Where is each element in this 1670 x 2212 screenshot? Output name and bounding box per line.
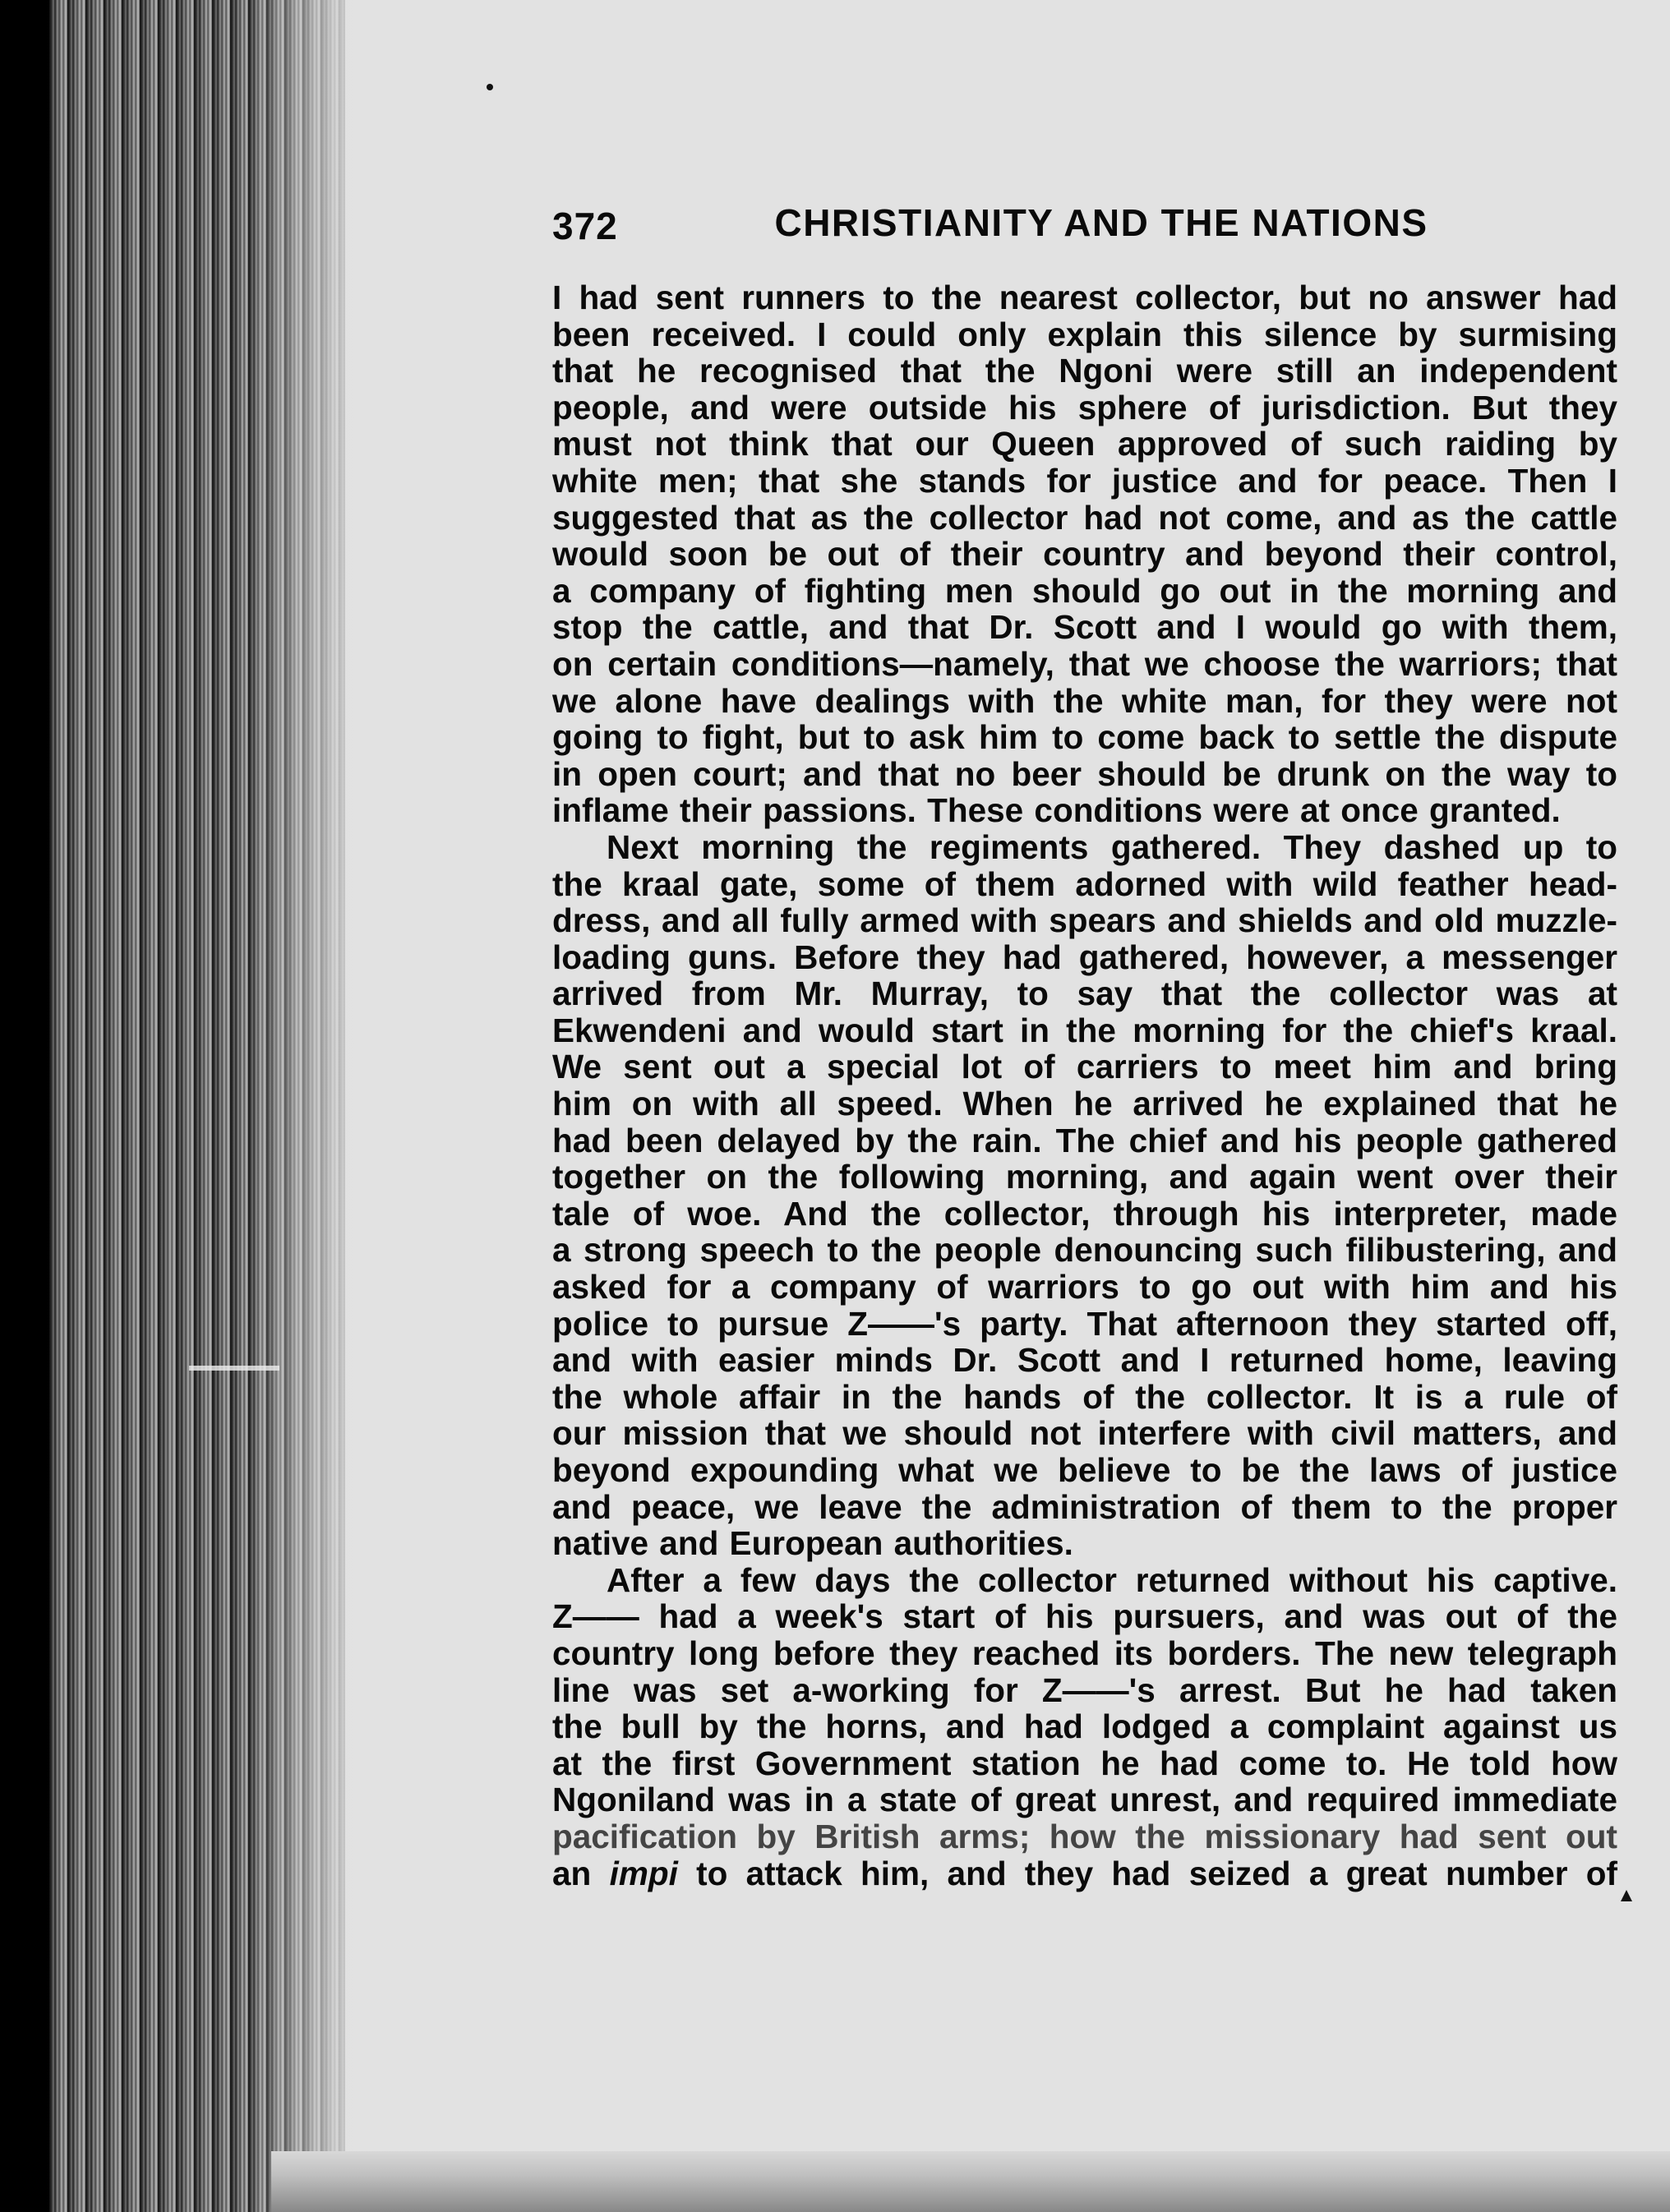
- text-line: in open court; and that no beer should be drunk on the way to: [552, 754, 1617, 793]
- text-line: loading guns. Before they had gathered, however, a messenger: [552, 938, 1617, 976]
- page-number: 372: [552, 205, 618, 247]
- text-line: Z—— had a week's start of his pursuers, and was out of the: [552, 1597, 1617, 1636]
- text-line: tale of woe. And the collector, through his interpreter, made: [552, 1194, 1617, 1233]
- text-line: beyond expounding what we believe to be the laws of justice: [552, 1451, 1617, 1489]
- text-line: police to pursue Z——'s party. That afternoon they started off,: [552, 1304, 1617, 1343]
- scan-streak: [189, 1366, 279, 1371]
- text-line: inflame their passions. These conditions were at once granted.: [552, 791, 1561, 830]
- text-line: Next morning the regiments gathered. They dashed up to: [607, 827, 1617, 866]
- text-line: We sent out a special lot of carriers to meet him and bring: [552, 1048, 1617, 1086]
- text-line: asked for a company of warriors to go out with him and his: [552, 1268, 1617, 1306]
- text-line: that he recognised that the Ngoni were still an independent: [552, 352, 1617, 390]
- final-line-start: an: [552, 1854, 610, 1892]
- text-line: a strong speech to the people denouncing such filibustering, and: [552, 1231, 1617, 1270]
- text-line-final: [552, 1855, 1617, 1892]
- gutter-shadow: [247, 0, 378, 2212]
- text-line: we alone have dealings with the white man, for they were not: [552, 681, 1617, 720]
- text-line: at the first Government station he had come to. He told how: [552, 1744, 1617, 1782]
- running-head: CHRISTIANITY AND THE NATIONS: [774, 201, 1428, 244]
- text-line: would soon be out of their country and beyond their control,: [552, 535, 1617, 574]
- page-header: [552, 197, 1617, 255]
- text-line: Ekwendeni and would start in the morning for the chief's kraal.: [552, 1011, 1617, 1049]
- text-line: a company of fighting men should go out in the morning and: [552, 571, 1617, 610]
- text-line: native and European authorities.: [552, 1524, 1073, 1563]
- page-bottom-edge: [271, 2151, 1670, 2212]
- text-line: and peace, we leave the administration of them to the proper: [552, 1487, 1617, 1526]
- text-line: the kraal gate, some of them adorned with wild feather head-: [552, 864, 1617, 903]
- italic-word: impi: [609, 1854, 678, 1892]
- corner-arrow-icon: [1621, 1890, 1632, 1901]
- text-line: must not think that our Queen approved of such raiding by: [552, 425, 1617, 463]
- text-line: the bull by the horns, and had lodged a complaint against us: [552, 1707, 1617, 1746]
- text-line: dress, and all fully armed with spears and shields and old muzzle-: [552, 901, 1617, 940]
- text-line: arrived from Mr. Murray, to say that the collector was at: [552, 975, 1617, 1013]
- text-line: on certain conditions—namely, that we choose the warriors; that: [552, 644, 1617, 683]
- text-line: After a few days the collector returned without his captive.: [607, 1560, 1617, 1599]
- text-line: had been delayed by the rain. The chief and his people gathered: [552, 1121, 1617, 1159]
- text-line: line was set a-working for Z——'s arrest. But he had taken: [552, 1671, 1617, 1709]
- text-line: suggested that as the collector had not come, and as the cattle: [552, 498, 1617, 537]
- text-line: stop the cattle, and that Dr. Scott and I would go with them,: [552, 608, 1617, 647]
- scan-speck: [487, 84, 493, 90]
- text-line: people, and were outside his sphere of jurisdiction. But they: [552, 388, 1617, 426]
- text-line: going to fight, but to ask him to come back to settle the dispute: [552, 718, 1617, 757]
- text-line: the whole affair in the hands of the collector. It is a rule of: [552, 1377, 1617, 1416]
- body-text: [552, 279, 1617, 1892]
- text-line: I had sent runners to the nearest collector, but no answer had: [552, 279, 1617, 316]
- text-line: Ngoniland was in a state of great unrest, and required immediate: [552, 1781, 1617, 1819]
- text-line: country long before they reached its borders. The new telegraph: [552, 1634, 1617, 1672]
- text-line: our mission that we should not interfere with civil matters, and: [552, 1414, 1617, 1453]
- final-line-end: to attack him, and they had seized a great number of: [677, 1854, 1618, 1892]
- text-line: white men; that she stands for justice and for peace. Then I: [552, 461, 1617, 500]
- text-line: together on the following morning, and again went over their: [552, 1158, 1617, 1196]
- text-line: and with easier minds Dr. Scott and I returned home, leaving: [552, 1341, 1617, 1380]
- text-line: been received. I could only explain this silence by surmising: [552, 315, 1617, 353]
- text-line: pacification by British arms; how the missionary had sent out: [552, 1817, 1617, 1855]
- text-line: him on with all speed. When he arrived he explained that he: [552, 1085, 1617, 1123]
